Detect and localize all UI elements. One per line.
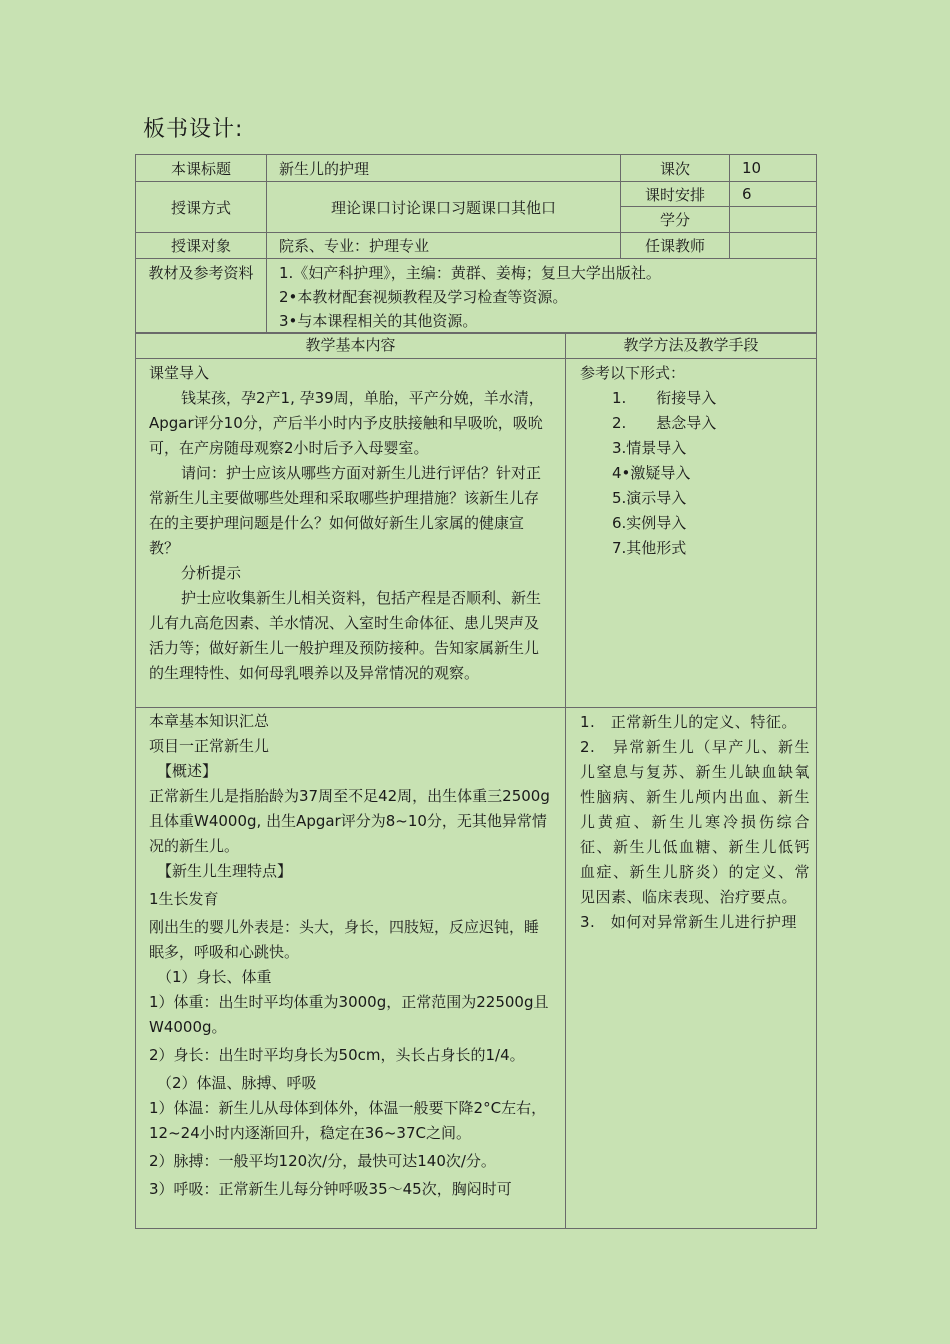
sub-vitals: （2）体温、脉搏、呼吸 [157,1074,317,1092]
method-item: 6.实例导入 [612,514,687,532]
hours-label: 课时安排 [621,182,730,207]
materials-list [267,259,817,334]
objective-item: 3. 如何对异常新生儿进行护理 [580,913,797,931]
page-title: 板书设计: [143,117,244,142]
method-item: 4•激疑导入 [612,464,691,482]
audience-label: 授课对象 [136,233,267,259]
methods-header: 教学方法及教学手段 [566,333,817,359]
material-item: 2•本教材配套视频教程及学习检查等资源。 [279,288,568,306]
material-item: 3•与本课程相关的其他资源。 [279,312,478,330]
respiration-text: 3）呼吸：正常新生儿每分钟呼吸35～45次，胸闷时可 [149,1180,512,1198]
summary-heading: 本章基本知识汇总 [149,712,270,730]
growth-title: 1生长发育 [149,890,219,908]
physio-title: 【新生儿生理特点】 [157,862,293,880]
credit-label: 学分 [621,207,730,233]
methods-intro: 参考以下形式： [580,364,686,382]
growth-text: 刚出生的婴儿外表是：头大，身长，四肢短，反应迟钝，睡眠多，呼吸和心跳快。 [149,918,540,961]
sub-length-weight: （1）身长、体重 [157,968,272,986]
teacher-label: 任课教师 [621,233,730,259]
overview-title: 【概述】 [157,762,218,780]
course-title-label: 本课标题 [136,155,267,182]
credit-value [730,207,817,233]
intro-case: 钱某孩，孕2产1, 孕39周，单胎，平产分娩，羊水清，Apgar评分10分，产后半小时内予皮肤接触和早吸吮，吸吮可，在产房随母观察2小时后予入母婴室。 [149,389,544,457]
method-item: 5.演示导入 [612,489,687,507]
teaching-mode-value: 理论课口讨论课口习题课口其他口 [267,182,621,233]
intro-heading: 课堂导入 [149,364,210,382]
objectives-cell [566,708,817,1229]
teacher-value [730,233,817,259]
intro-cell [136,359,566,708]
method-item: 3.情景导入 [612,439,687,457]
hours-value: 6 [730,182,817,207]
temperature-text: 1）体温：新生儿从母体到体外，体温一般要下降2°C左右，12~24小时内逐渐回升，稳定在36~37C之间。 [149,1099,547,1142]
weight-text: 1）体重：出生时平均体重为3000g，正常范围为22500g且W4000g。 [149,993,549,1036]
course-info-table [135,154,817,334]
lesson-no-value: 10 [730,155,817,182]
objective-item: 1. 正常新生儿的定义、特征。 [580,713,797,731]
material-item: 1.《妇产科护理》，主编：黄群、姜梅；复旦大学出版社。 [279,264,661,282]
teaching-content-table [135,332,817,1229]
method-item: 1. 衔接导入 [612,389,717,407]
summary-project: 项目一正常新生儿 [149,737,270,755]
content-header: 教学基本内容 [136,333,566,359]
teaching-mode-label: 授课方式 [136,182,267,233]
summary-cell [136,708,566,1229]
intro-question: 请问：护士应该从哪些方面对新生儿进行评估？针对正常新生儿主要做哪些处理和采取哪些护理措施？该新生儿存在的主要护理问题是什么？如何做好新生儿家属的健康宣教？ [149,464,542,557]
materials-label: 教材及参考资料 [136,259,267,334]
lesson-no-label: 课次 [621,155,730,182]
methods-cell [566,359,817,708]
method-item: 7.其他形式 [612,539,687,557]
objective-item: 2. 异常新生儿（早产儿、新生儿窒息与复苏、新生儿缺血缺氧性脑病、新生儿颅内出血、新生儿黄疸、新生儿寒冷损伤综合征、新生儿低血糖、新生儿低钙血症、新生儿脐炎）的定义、常见因素、临床表现、治疗要点。 [580,738,810,906]
method-item: 2. 悬念导入 [612,414,717,432]
hint-text: 护士应收集新生儿相关资料，包括产程是否顺利、新生儿有九高危因素、羊水情况、入室时生命体征、患儿哭声及活力等；做好新生儿一般护理及预防接种。告知家属新生儿的生理特性、如何母乳喂养以及异常情况的观察。 [149,589,542,682]
course-title-value: 新生儿的护理 [267,155,621,182]
hint-title: 分析提示 [181,564,242,582]
overview-text: 正常新生儿是指胎龄为37周至不足42周，出生体重三2500g且体重W4000g, 出生Apgar评分为8~10分，无其他异常情况的新生儿。 [149,787,550,855]
pulse-text: 2）脉搏：一般平均120次/分，最快可达140次/分。 [149,1152,496,1170]
length-text: 2）身长：出生时平均身长为50cm，头长占身长的1/4。 [149,1046,525,1064]
audience-value: 院系、专业：护理专业 [267,233,621,259]
